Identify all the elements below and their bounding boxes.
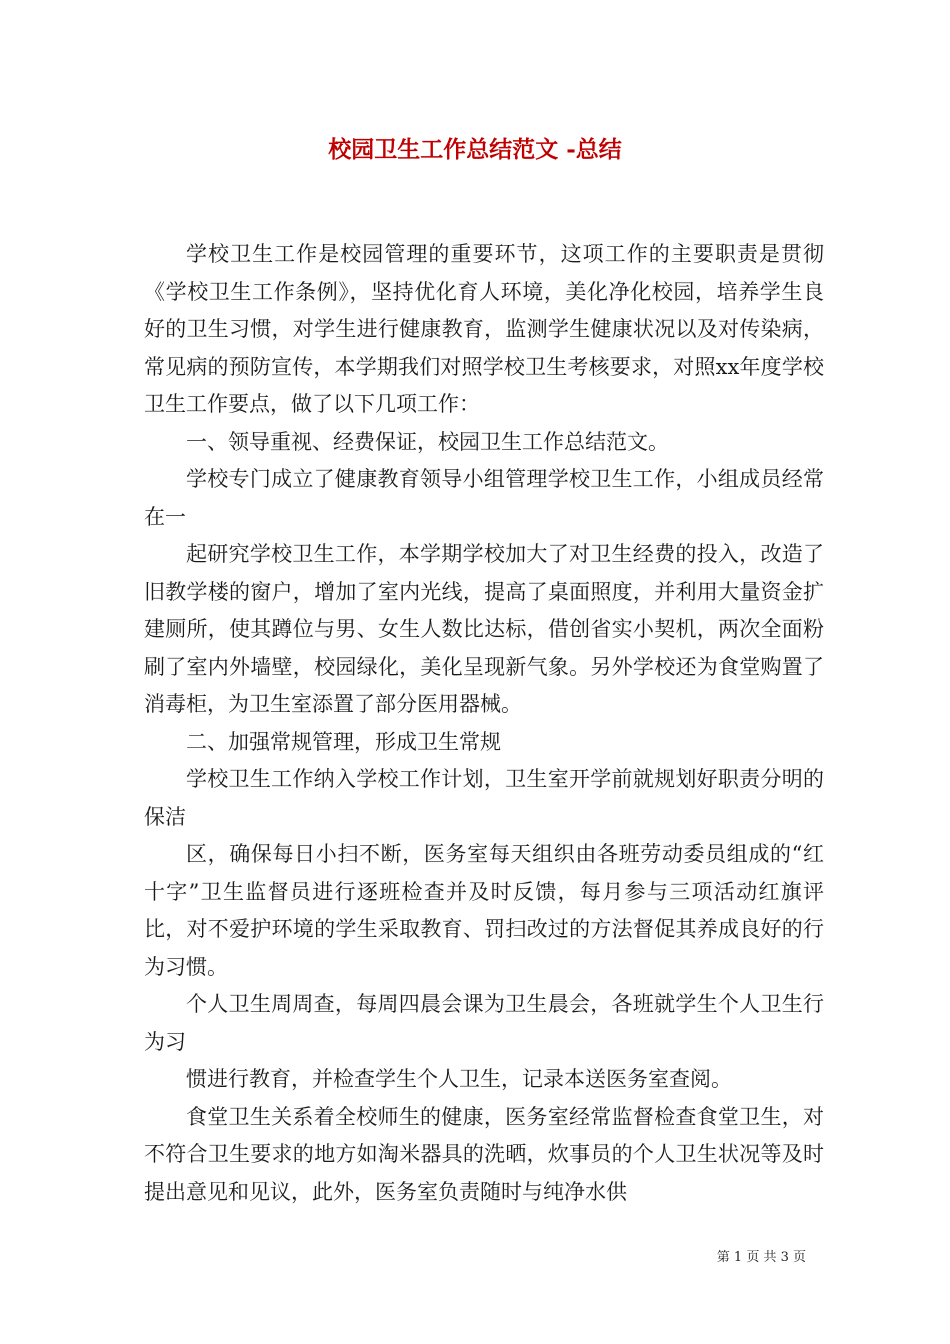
paragraph: 二、加强常规管理，形成卫生常规: [186, 729, 501, 754]
paragraph: 一、领导重视、经费保证，校园卫生工作总结范文。: [186, 429, 669, 454]
paragraph: 学校专门成立了健康教育领导小组管理学校卫生工作，小组成员经常在一: [144, 467, 824, 529]
document-title: 校园卫生工作总结范文 -总结: [328, 136, 622, 163]
paragraph: 食堂卫生关系着全校师生的健康，医务室经常监督检查食堂卫生，对不符合卫生要求的地方如淘米器具的洗晒，炊事员的个人卫生状况等及时提出意见和见议，此外，医务室负责随时与纯净水供: [144, 1104, 824, 1204]
paragraph: 学校卫生工作是校园管理的重要环节，这项工作的主要职责是贯彻《学校卫生工作条例》，坚持优化育人环境，美化净化校园，培养学生良好的卫生习惯，对学生进行健康教育，监测学生健康状况以及对传染病，常见病的预防宣传，本学期我们对照学校卫生考核要求，对照xx年度学校卫生工作要点，做了以下几项工作：: [144, 242, 824, 416]
paragraph: 起研究学校卫生工作，本学期学校加大了对卫生经费的投入，改造了旧教学楼的窗户，增加了室内光线，提高了桌面照度，并利用大量资金扩建厕所，使其蹲位与男、女生人数比达标，借创省实小契机，两次全面粉刷了室内外墙壁，校园绿化，美化呈现新气象。另外学校还为食堂购置了消毒柜，为卫生室添置了部分医用器械。: [144, 542, 824, 716]
paragraph: 区，确保每日小扫不断，医务室每天组织由各班劳动委员组成的“红十字”卫生监督员进行逐班检查并及时反馈，每月参与三项活动红旗评比，对不爱护环境的学生采取教育、罚扫改过的方法督促其养成良好的行为习惯。: [144, 842, 824, 979]
paragraph: 惯进行教育，并检查学生个人卫生，记录本送医务室查阅。: [186, 1067, 732, 1091]
document-body: [144, 236, 824, 1211]
page-number: 第 1 页 共 3 页: [716, 1250, 806, 1265]
paragraph: 学校卫生工作纳入学校工作计划，卫生室开学前就规划好职责分明的保洁: [144, 767, 824, 829]
paragraph: 个人卫生周周查，每周四晨会课为卫生晨会，各班就学生个人卫生行为习: [144, 992, 824, 1054]
